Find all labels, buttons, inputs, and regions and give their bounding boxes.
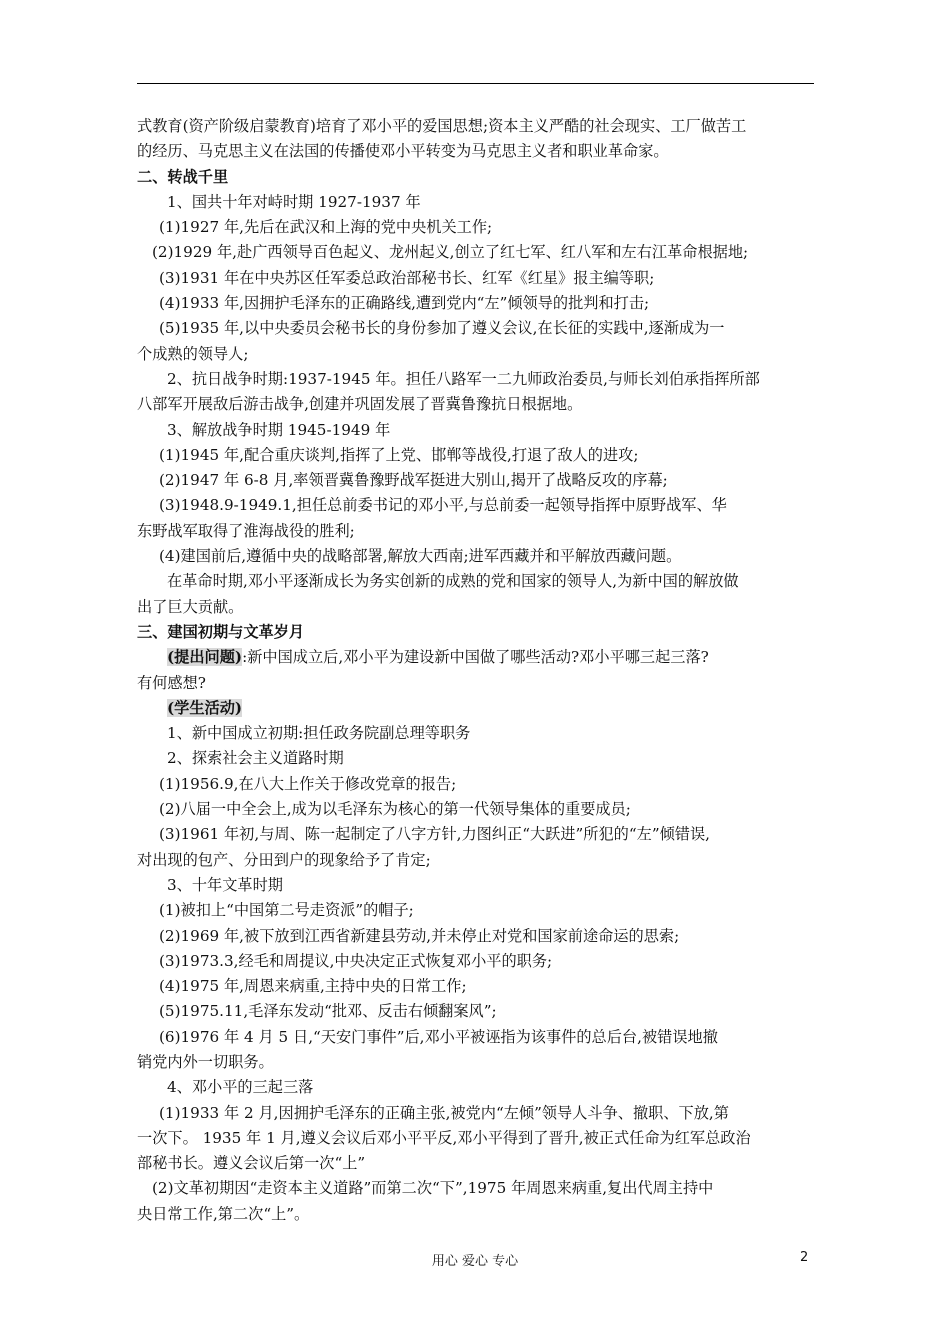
paragraph-line: 在革命时期,邓小平逐渐成长为务实创新的成熟的党和国家的领导人,为新中国的解放做 [167, 572, 739, 591]
subsection-heading: 4、邓小平的三起三落 [167, 1078, 314, 1097]
question-text: :新中国成立后,邓小平为建设新中国做了哪些活动?邓小平哪三起三落? [242, 648, 709, 667]
paragraph-line: 对出现的包产、分田到户的现象给予了肯定; [137, 850, 431, 869]
list-item: (2)1929 年,赴广西领导百色起义、龙州起义,创立了红七军、红八军和左右江革命根据地; [152, 243, 749, 262]
subsection-heading: 1、国共十年对峙时期 1927-1937 年 [167, 192, 421, 211]
activity-line [137, 696, 817, 721]
subsection-heading: 1、新中国成立初期:担任政务院副总理等职务 [167, 724, 471, 743]
list-item: (3)1973.3,经毛和周提议,中央决定正式恢复邓小平的职务; [159, 951, 553, 970]
section-heading: 三、建国初期与文革岁月 [137, 622, 305, 641]
list-item: (5)1975.11,毛泽东发动“批邓、反击右倾翻案风”; [159, 1002, 497, 1021]
list-item: (2)1947 年 6-8 月,率领晋冀鲁豫野战军挺进大别山,揭开了战略反攻的序幕; [159, 471, 668, 490]
header-rule [137, 83, 814, 84]
paragraph-line: 部秘书长。遵义会议后第一次“上” [137, 1154, 366, 1173]
document-body [137, 114, 817, 1227]
list-item: (3)1961 年初,与周、陈一起制定了八字方针,力图纠正“大跃进”所犯的“左”倾错误, [159, 825, 710, 844]
list-item: (5)1935 年,以中央委员会秘书长的身份参加了遵义会议,在长征的实践中,逐渐成为一 [159, 319, 725, 338]
question-tag: (提出问题) [167, 648, 243, 667]
list-item: (4)1933 年,因拥护毛泽东的正确路线,遭到党内“左”倾领导的批判和打击; [159, 294, 650, 313]
subsection-heading: 2、抗日战争时期:1937-1945 年。担任八路军一二九师政治委员,与师长刘伯承指挥所部 [167, 369, 760, 388]
paragraph-line: 销党内外一切职务。 [137, 1052, 274, 1071]
paragraph-line: 有何感想? [137, 673, 206, 692]
subsection-heading: 3、十年文革时期 [167, 875, 283, 894]
question-line [137, 645, 817, 670]
list-item: (2)文革初期因“走资本主义道路”而第二次“下”,1975 年周恩来病重,复出代周主持中 [152, 1179, 714, 1198]
page-number: 2 [800, 1250, 809, 1265]
subsection-heading: 2、探索社会主义道路时期 [167, 749, 344, 768]
list-item: (1)被扣上“中国第二号走资派”的帽子; [159, 901, 414, 920]
paragraph-line: 式教育(资产阶级启蒙教育)培育了邓小平的爱国思想;资本主义严酷的社会现实、工厂做苦工 [137, 117, 747, 135]
list-item: (1)1933 年 2 月,因拥护毛泽东的正确主张,被党内“左倾”领导人斗争、撤职、下放,第 [159, 1103, 729, 1122]
list-item: (1)1945 年,配合重庆谈判,指挥了上党、邯郸等战役,打退了敌人的进攻; [159, 445, 639, 464]
list-item: (1)1927 年,先后在武汉和上海的党中央机关工作; [159, 218, 493, 237]
paragraph-line: 的经历、马克思主义在法国的传播使邓小平转变为马克思主义者和职业革命家。 [137, 142, 669, 161]
list-item: (1)1956.9,在八大上作关于修改党章的报告; [159, 774, 457, 793]
list-item: (4)1975 年,周恩来病重,主持中央的日常工作; [159, 977, 467, 996]
paragraph-line: 八部军开展敌后游击战争,创建并巩固发展了晋冀鲁豫抗日根据地。 [137, 395, 583, 414]
list-item: (3)1948.9-1949.1,担任总前委书记的邓小平,与总前委一起领导指挥中原野战军、华 [159, 496, 727, 515]
list-item: (4)建国前后,遵循中央的战略部署,解放大西南;进军西藏并和平解放西藏问题。 [159, 547, 682, 566]
paragraph-line: 出了巨大贡献。 [137, 597, 244, 616]
activity-tag: (学生活动) [167, 698, 243, 717]
paragraph-line: 央日常工作,第二次“上”。 [137, 1204, 310, 1223]
paragraph-line: 一次下。 1935 年 1 月,遵义会议后邓小平平反,邓小平得到了晋升,被正式任命为红军总政治 [137, 1128, 751, 1147]
list-item: (2)八届一中全会上,成为以毛泽东为核心的第一代领导集体的重要成员; [159, 800, 631, 819]
section-heading: 二、转战千里 [137, 167, 229, 186]
list-item: (6)1976 年 4 月 5 日,“天安门事件”后,邓小平被诬指为该事件的总后台,被错误地撤 [159, 1027, 718, 1046]
subsection-heading: 3、解放战争时期 1945-1949 年 [167, 420, 391, 439]
paragraph-line: 个成熟的领导人; [137, 344, 249, 363]
footer-motto: 用心 爱心 专心 [431, 1254, 519, 1269]
paragraph-line: 东野战军取得了淮海战役的胜利; [137, 521, 355, 540]
list-item: (2)1969 年,被下放到江西省新建县劳动,并未停止对党和国家前途命运的思索; [159, 926, 680, 945]
list-item: (3)1931 年在中央苏区任军委总政治部秘书长、红军《红星》报主编等职; [159, 268, 655, 287]
